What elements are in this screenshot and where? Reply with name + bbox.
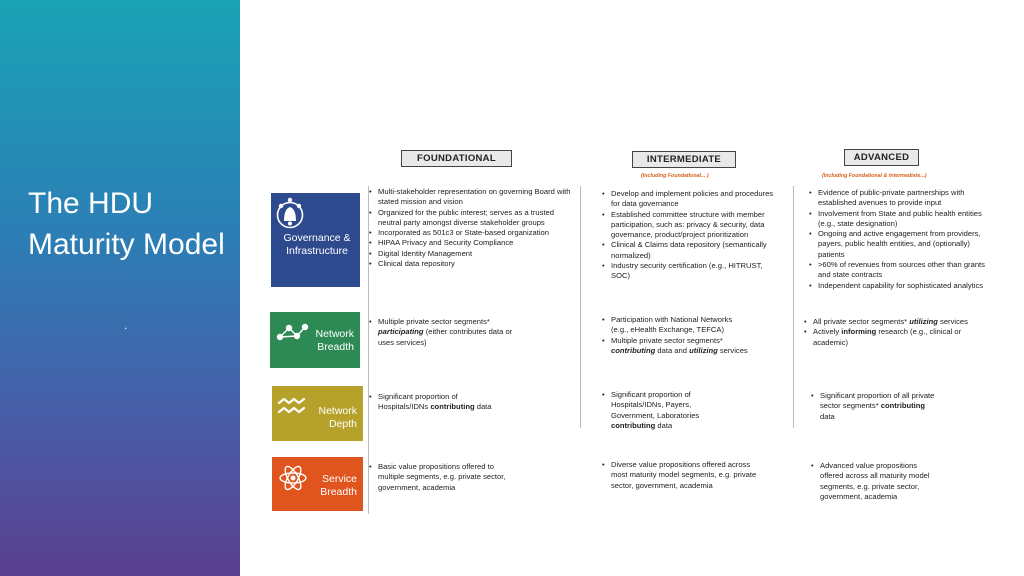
list-item: • Basic value propositions offered to multiple segments, e.g. private sector, government, academia (368, 462, 514, 493)
waves-icon (277, 396, 307, 418)
dimension-service-breadth (272, 457, 363, 511)
list-item: • Significant proportion of Hospitals/IDNs contributing data (368, 392, 508, 413)
governance-foundational-list (368, 187, 576, 269)
network-breadth-foundational-list (368, 317, 518, 348)
atom-icon (277, 463, 309, 493)
list-item: • Develop and implement policies and procedures for data governance (601, 189, 776, 210)
dimension-label: Network Breadth (315, 328, 354, 353)
column-header-advanced: ADVANCED (844, 149, 919, 166)
list-item: • Significant proportion of Hospitals/IDNs, Payers, Government, Laboratories contributing data (601, 390, 729, 431)
governance-intermediate-list (601, 189, 776, 282)
list-item: • Incorporated as 501c3 or State-based organization (368, 228, 576, 238)
slide-title: The HDU Maturity Model (28, 187, 225, 261)
column-subtitle-intermediate: (Including Foundational... ) (641, 173, 709, 179)
network-depth-advanced-list (810, 391, 940, 422)
network-nodes-icon (275, 322, 309, 344)
dimension-network-depth (272, 386, 363, 441)
list-item: • Multi-stakeholder representation on governing Board with stated mission and vision (368, 187, 576, 208)
list-item: • Advanced value propositions offered across all maturity model segments, e.g. private sector, government, academia (810, 461, 940, 502)
list-item: • Established committee structure with member participation, such as: privacy & security, data governance, product/project prioritization (601, 210, 776, 241)
network-depth-foundational-list (368, 392, 508, 413)
service-breadth-advanced-list (810, 461, 940, 502)
network-depth-intermediate-list (601, 390, 729, 431)
dimension-label: Service Breadth (320, 473, 357, 498)
column-header-intermediate: INTERMEDIATE (632, 151, 736, 168)
list-item: • Clinical data repository (368, 259, 576, 269)
list-item: • Diverse value propositions offered across most maturity model segments, e.g. private sector, government, academia (601, 460, 761, 491)
bell-with-people-icon (276, 197, 304, 233)
list-item: • Evidence of public-private partnerships with established avenues to provide input (808, 188, 998, 209)
list-item: • Multiple private sector segments* contributing data and utilizing services (601, 336, 751, 357)
list-item: • Involvement from State and public health entities (e.g., state designation) (808, 209, 998, 230)
column-subtitle-advanced: (Including Foundational & Intermediate...) (822, 173, 927, 179)
side-dot: . (124, 318, 128, 332)
list-item: • All private sector segments* utilizing services (803, 317, 983, 327)
dimension-network-breadth (270, 312, 360, 368)
column-divider (793, 186, 794, 428)
list-item: • Ongoing and active engagement from providers, payers, public health entities, and (optionally) patients (808, 229, 998, 260)
list-item: • Digital Identity Management (368, 249, 576, 259)
side-panel (0, 0, 240, 576)
network-breadth-advanced-list (803, 317, 983, 348)
list-item: • Multiple private sector segments* participating (either contributes data or uses services) (368, 317, 518, 348)
list-item: • Organized for the public interest; serves as a trusted neutral party amongst diverse stakeholder groups (368, 208, 576, 229)
dimension-governance (271, 193, 360, 287)
list-item: • Participation with National Networks (e.g., eHealth Exchange, TEFCA) (601, 315, 751, 336)
governance-advanced-list (808, 188, 998, 291)
dimension-label: Network Depth (318, 405, 357, 430)
service-breadth-intermediate-list (601, 460, 761, 491)
list-item: • Independent capability for sophisticated analytics (808, 281, 998, 291)
list-item: • Clinical & Claims data repository (semantically normalized) (601, 240, 776, 261)
list-item: • Industry security certification (e.g., HITRUST, SOC) (601, 261, 776, 282)
list-item: • >60% of revenues from sources other than grants and state contracts (808, 260, 998, 281)
column-divider (580, 186, 581, 428)
list-item: • HIPAA Privacy and Security Compliance (368, 238, 576, 248)
column-header-foundational: FOUNDATIONAL (401, 150, 512, 167)
network-breadth-intermediate-list (601, 315, 751, 356)
list-item: • Actively informing research (e.g., clinical or academic) (803, 327, 983, 348)
dimension-label: Governance & Infrastructure (283, 232, 351, 257)
list-item: • Significant proportion of all private sector segments* contributing data (810, 391, 940, 422)
service-breadth-foundational-list (368, 462, 514, 493)
